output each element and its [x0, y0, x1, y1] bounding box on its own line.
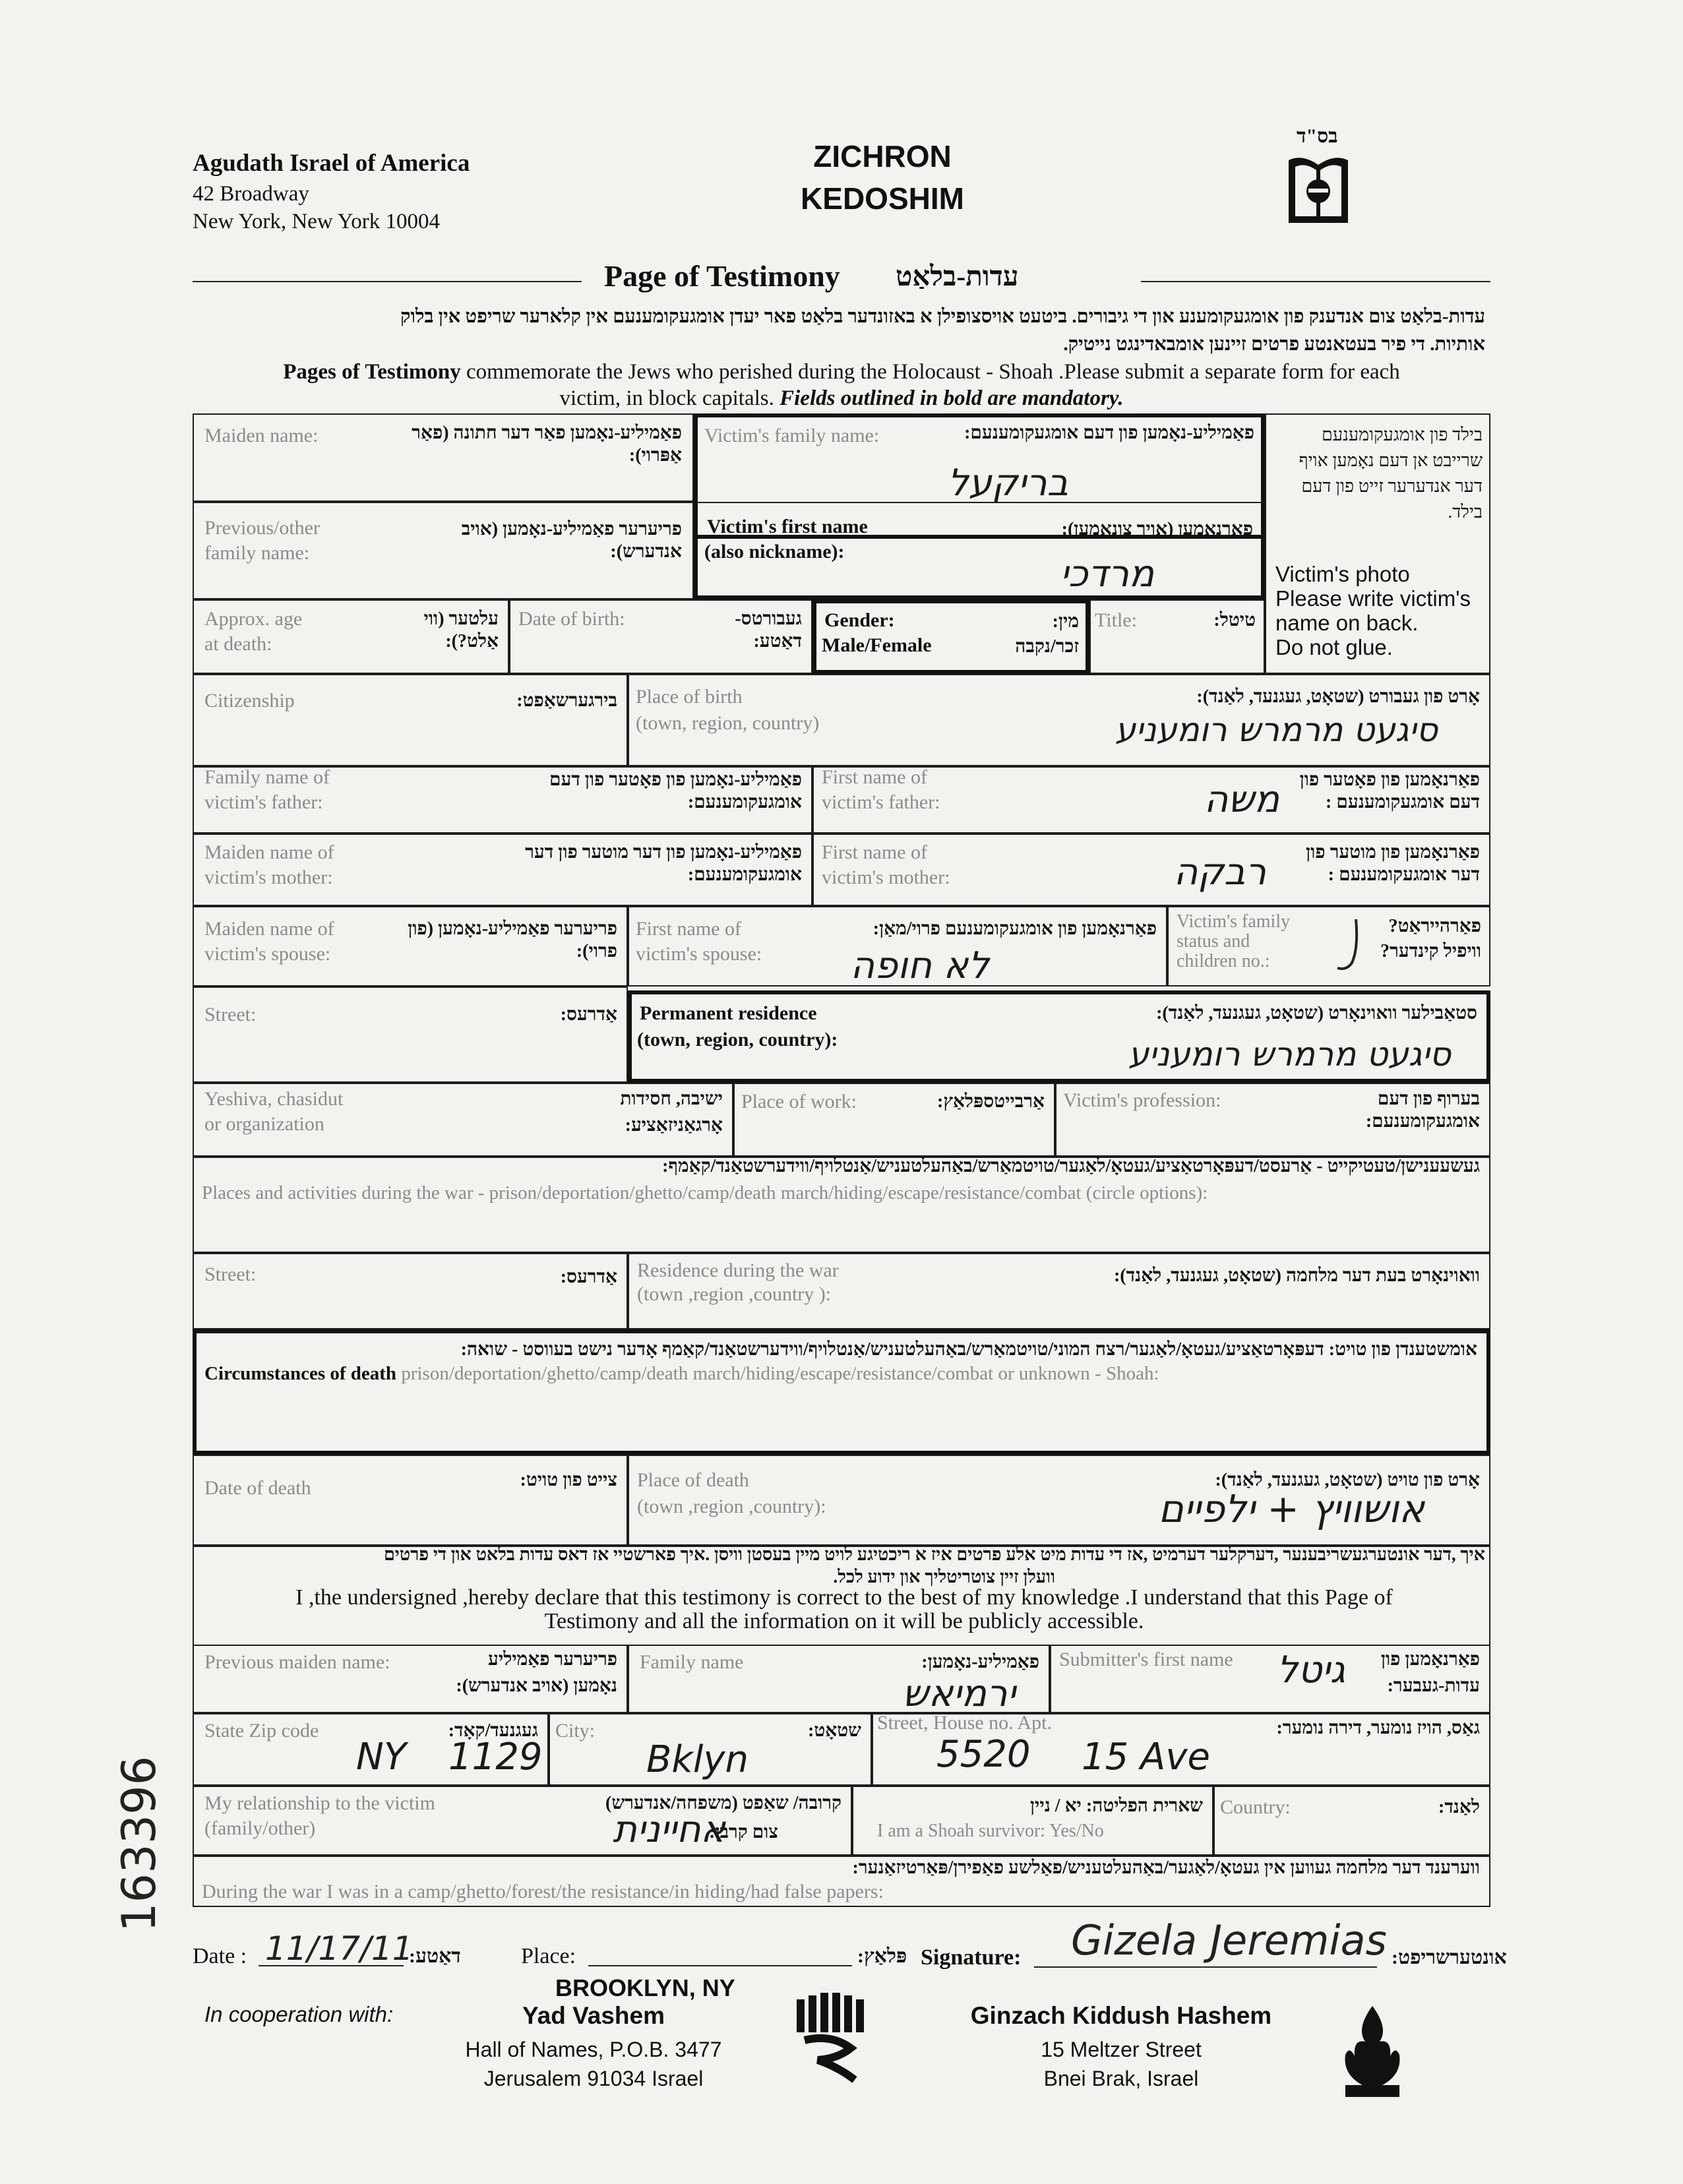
- war-street-label: Street:: [204, 1263, 257, 1285]
- signature-value: Gizela Jeremias: [1071, 1916, 1387, 1964]
- signature-label: Signature:: [921, 1945, 1022, 1970]
- title-rule-right: [1141, 281, 1490, 282]
- family-status-mark: [1332, 915, 1365, 975]
- spouse-first-name-label-2: victim's spouse:: [636, 943, 762, 965]
- victim-family-name-value: בריקעל: [947, 462, 1068, 504]
- family-status-label-1: Victim's family: [1177, 911, 1291, 932]
- declaration-hebrew-2: וועלן זיין צוטריטליך און ידוע לכל.: [833, 1567, 1055, 1587]
- circumstances-label: [204, 1362, 1159, 1385]
- war-activities-label-hebrew: געשעענישן/טעטיקייט - אַרעסט/דעפּאָרטאַציע/געטאָ/לאַגער/טויטמאַרש/באַהעלטעניש/אַנטלויף/ווידערשטאַנד/קאַמף:: [662, 1156, 1480, 1176]
- place-of-death-label-hebrew: אָרט פון טויט (שטאָט, געגנעד, לאַנד):: [1215, 1470, 1480, 1490]
- submitter-family-name-label: Family name: [640, 1651, 744, 1673]
- gender-label-2: Male/Female: [822, 634, 932, 656]
- cooperation-label: In cooperation with:: [204, 2002, 394, 2026]
- mother-maiden-name-label-hebrew: פאַמיליע-נאָמען פון דער מוטער פון דער אומגעקומענעם:: [525, 842, 802, 885]
- place-line: [588, 1965, 852, 1966]
- permanent-residence-value: סיגעט מרמרש רומעניע: [1128, 1035, 1451, 1074]
- spouse-first-name-label-1: First name of: [636, 918, 741, 940]
- submitter-street-value: 15 Ave: [1082, 1736, 1210, 1778]
- ginzach-address-1: 15 Meltzer Street: [1041, 2038, 1202, 2061]
- date-of-birth-label: Date of birth:: [518, 608, 625, 630]
- title-rule-left: [193, 281, 582, 282]
- submitter-first-name-hebrew-2: עדות-געבער:: [1387, 1676, 1480, 1696]
- place-stamp: BROOKLYN, NY: [555, 1974, 735, 2001]
- place-label: Place:: [521, 1944, 576, 1968]
- submitter-first-name-label: Submitter's first name: [1059, 1649, 1233, 1670]
- mother-first-name-label-1: First name of: [822, 841, 927, 863]
- place-of-death-value: אושוויץ + ילפיים: [1158, 1486, 1424, 1531]
- father-family-name-label-2: victim's father:: [204, 791, 323, 813]
- date-of-death-label: Date of death: [204, 1477, 311, 1499]
- photo-instruction-line-3: name on back.: [1275, 611, 1419, 635]
- gender-label-hebrew-1: מין:: [1052, 611, 1079, 632]
- submitter-family-name-label-hebrew: פאַמיליע-נאָמען:: [921, 1652, 1039, 1672]
- mother-first-name-label-2: victim's mother:: [822, 866, 950, 888]
- father-first-name-value: משה: [1204, 778, 1279, 821]
- family-status-label-3: children no.:: [1177, 951, 1270, 971]
- father-first-name-label-1: First name of: [822, 766, 927, 788]
- title-label: Title:: [1095, 609, 1137, 631]
- spouse-first-name-value: לא חופה: [850, 944, 989, 987]
- victim-first-name-value: מרדכי: [1060, 553, 1154, 595]
- submitter-city-label: City:: [555, 1720, 596, 1742]
- father-family-name-label-1: Family name of: [204, 766, 330, 788]
- place-label-hebrew: פּלאַץ:: [857, 1945, 907, 1967]
- war-residence-label-1: Residence during the war: [637, 1259, 839, 1281]
- zichron-kedoshim-logo: [1282, 150, 1355, 229]
- spouse-maiden-name-label-hebrew: פריערער פאַמיליע-נאָמען (פון פרוי):: [408, 919, 617, 961]
- intro-english-line-2: [193, 386, 1490, 411]
- ginzach-logo: [1336, 2002, 1409, 2101]
- page-of-testimony-title-hebrew: עדות-בלאַט: [896, 262, 1019, 292]
- yad-vashem-logo: [791, 1987, 871, 2086]
- mother-maiden-name-label-1: Maiden name of: [204, 841, 334, 863]
- yad-vashem-address-2: Jerusalem 91034 Israel: [483, 2067, 704, 2090]
- war-location-label-hebrew: ווערענד דער מלחמה געווען אין געטאָ/לאַגער/באַהעלטעניש/פאַלשע פאַפירן/פּאַרטיזאַנער:: [852, 1858, 1480, 1878]
- place-of-death-label-1: Place of death: [637, 1469, 749, 1491]
- mother-first-name-label-hebrew: פאַרנאָמען פון מוטער פון דער אומגעקומענעם :: [1306, 842, 1480, 885]
- place-of-birth-label-hebrew: אָרט פון געבורט (שטאָט, געגנעד, לאַנד):: [1196, 686, 1480, 707]
- photo-instruction-hebrew: בילד פון אומגעקומענעם שרייבט אן דעם נאָמען אויף דער אנדערער זייט פון דעם בילד.: [1299, 425, 1483, 522]
- relationship-label-hebrew-1: קרובה/ שאַפט (משפחה/אנדערש): [605, 1793, 842, 1813]
- photo-instruction-line-1: Victim's photo: [1275, 562, 1410, 586]
- submitter-street-label: Street, House no. Apt.: [877, 1712, 1052, 1734]
- permanent-residence-label-1: Permanent residence: [640, 1002, 817, 1024]
- photo-instruction: [1275, 562, 1486, 659]
- relationship-label-2: (family/other): [204, 1817, 316, 1839]
- victim-first-name-label-hebrew: פאַרנאָמען (אויך צונאָמען):: [1061, 519, 1253, 539]
- approx-age-label-hebrew: עלטער (ווי אַלט?):: [423, 609, 499, 652]
- maiden-name-label: Maiden name:: [204, 425, 319, 446]
- yeshiva-label-hebrew-2: אָרגאַניזאַציע:: [625, 1115, 723, 1136]
- gender-label-1: Gender:: [824, 609, 895, 631]
- mother-first-name-value: רבקה: [1173, 851, 1266, 894]
- father-first-name-label-2: victim's father:: [822, 791, 940, 813]
- signature-line: [1034, 1966, 1377, 1968]
- ginzach-address-2: Bnei Brak, Israel: [1043, 2067, 1199, 2090]
- spouse-first-name-label-hebrew: פאַרנאָמען פון אומגעקומענעם פרוי/מאַן:: [872, 919, 1157, 939]
- mandatory-note: Fields outlined in bold are mandatory.: [780, 386, 1124, 410]
- victim-first-name-label-2: (also nickname):: [704, 541, 845, 562]
- place-of-death-label-2: (town ,region ,country):: [637, 1496, 826, 1517]
- war-residence-label-2: (town ,region ,country ):: [637, 1283, 832, 1305]
- country-label-hebrew: לאַנד:: [1438, 1797, 1480, 1817]
- submitter-previous-name-hebrew-1: פריערער פאַמיליע: [488, 1649, 617, 1670]
- family-status-label-2: status and: [1177, 931, 1250, 952]
- previous-family-name-label-1: Previous/other: [204, 517, 320, 539]
- submitter-city-label-hebrew: שטאָט:: [808, 1720, 861, 1741]
- submitter-city-value: Bklyn: [646, 1738, 749, 1781]
- submitter-state-value: NY: [356, 1736, 407, 1778]
- title-label-hebrew: טיטל:: [1213, 610, 1256, 630]
- family-status-label-hebrew-2: וויפיל קינדער?: [1380, 941, 1481, 961]
- profession-label: Victim's profession:: [1063, 1089, 1221, 1111]
- place-of-birth-value: סיגעט מרמרש רומעניע: [1115, 711, 1438, 749]
- victim-family-name-label-hebrew: פאַמיליע-נאָמען פון דעם אומגעקומענעם:: [964, 423, 1254, 443]
- relationship-value: אחיינית: [613, 1808, 725, 1851]
- org-name: Agudath Israel of America: [193, 150, 470, 177]
- father-family-name-label-hebrew: פאַמיליע-נאָמען פון פאָטער פון דעם אומגעקומענעם:: [549, 770, 802, 812]
- street-field[interactable]: [193, 986, 628, 1083]
- place-of-work-label: Place of work:: [741, 1091, 857, 1112]
- place-of-birth-label-1: Place of birth: [636, 686, 743, 708]
- submitter-previous-name-hebrew-2: נאָמען (אויב אנדערש):: [456, 1676, 617, 1696]
- citizenship-field[interactable]: [193, 674, 628, 766]
- signature-label-hebrew: אונטערשריפט:: [1392, 1947, 1507, 1968]
- bsd-mark: בס"ד: [1297, 125, 1338, 147]
- war-residence-label-hebrew: וואוינאָרט בעת דער מלחמה (שטאָט, געגנעד, לאַנד):: [1113, 1265, 1480, 1286]
- ginzach-name: Ginzach Kiddush Hashem: [970, 2002, 1272, 2029]
- date-of-death-label-hebrew: צייט פון טויט:: [520, 1470, 617, 1490]
- war-street-field[interactable]: [193, 1253, 628, 1329]
- previous-family-name-label-2: family name:: [204, 542, 310, 564]
- family-status-label-hebrew-1: פאַרהייראַט?: [1388, 916, 1481, 936]
- submitter-state-zip-label-hebrew: געגנעד/קאָד:: [448, 1720, 538, 1741]
- side-handwritten-number: 163396: [112, 1755, 166, 1932]
- intro-text: commemorate the Jews who perished during the Holocaust - Shoah .Please submit a separate form for each: [460, 360, 1400, 384]
- profession-label-hebrew: בערוף פון דעם אומגעקומענעם:: [1365, 1089, 1480, 1132]
- declaration-english-2: Testimony and all the information on it will be publicly accessible.: [544, 1609, 1144, 1633]
- intro-text-2: victim, in block capitals.: [559, 386, 780, 410]
- photo-instruction-line-4: Do not glue.: [1275, 635, 1393, 659]
- street-label-hebrew: אַדרעס:: [560, 1004, 617, 1025]
- date-value: 11/17/11: [265, 1929, 413, 1968]
- relationship-label-1: My relationship to the victim: [204, 1792, 435, 1814]
- previous-family-name-label-hebrew: פריערער פאַמיליע-נאָמען (אויב אנדערש):: [461, 519, 682, 562]
- maiden-name-label-hebrew: פאַמיליע-נאָמען פאַר דער חתונה (פאַר אַפּרוי):: [412, 423, 682, 466]
- mother-maiden-name-label-2: victim's mother:: [204, 866, 333, 888]
- intro-bold-term: Pages of Testimony: [283, 360, 461, 384]
- declaration-english-1: I ,the undersigned ,hereby declare that this testimony is correct to the best of my knowledge .I understand that this Page of: [295, 1585, 1393, 1610]
- permanent-residence-label-2: (town, region, country):: [637, 1029, 838, 1050]
- circumstances-label-bold: Circumstances of death: [204, 1363, 397, 1384]
- yeshiva-label-1: Yeshiva, chasidut: [204, 1088, 344, 1110]
- date-of-birth-label-hebrew: געבורטס- דאַטע:: [735, 609, 802, 652]
- date-label: Date :: [193, 1944, 247, 1968]
- street-label: Street:: [204, 1004, 257, 1025]
- submitter-zip-value: 1129: [448, 1736, 543, 1778]
- date-of-death-field[interactable]: [193, 1455, 628, 1546]
- spouse-maiden-name-label-2: victim's spouse:: [204, 943, 331, 965]
- relationship-label-hebrew-2: צום קרבן:: [709, 1822, 778, 1842]
- place-of-work-label-hebrew: אַרבייטספּלאַץ:: [937, 1091, 1045, 1112]
- father-first-name-label-hebrew: פאַרנאָמען פון פאָטער פון דעם אומגעקומענעם :: [1299, 770, 1480, 812]
- circumstances-label-rest: prison/deportation/ghetto/camp/death march/hiding/escape/resistance/combat or unknown - Shoah:: [396, 1363, 1159, 1384]
- yad-vashem-address-1: Hall of Names, P.O.B. 3477: [465, 2038, 722, 2061]
- declaration-hebrew-1: איך ,דער אונטערגעשריבענער ,דערקלער דערמיט ,אז די עדות מיט אלע פרטים איז א ריכטיגע לויט מיין בעסטן וויסן .איך פארשטיי אז דאס עדות בלאט און די פרטים: [383, 1544, 1485, 1564]
- org-address-line-2: New York, New York 10004: [193, 210, 440, 233]
- citizenship-label-hebrew: בירגערשאַפט:: [516, 690, 617, 711]
- intro-hebrew-line-2: אותיות. די פיר בעטאנטע פרטים זיינען אומבאדינגט נייטיק.: [1063, 334, 1485, 355]
- victim-family-name-label: Victim's family name:: [704, 425, 880, 446]
- yeshiva-label-hebrew-1: ישיבה, חסידות: [620, 1089, 723, 1109]
- submitter-first-name-hebrew-1: פאַרנאָמען פון: [1380, 1649, 1480, 1670]
- submitter-first-name-value: גיטל: [1277, 1649, 1345, 1691]
- war-location-label: During the war I was in a camp/ghetto/forest/the resistance/in hiding/had false papers:: [202, 1881, 884, 1902]
- org-address-line-1: 42 Broadway: [193, 182, 309, 206]
- date-label-hebrew: דאַטע:: [409, 1945, 461, 1967]
- submitter-street-label-hebrew: גאַס, הויז נומער, דירה נומער:: [1276, 1718, 1480, 1738]
- circumstances-label-hebrew: אומשטענדן פון טויט: דעפּאָרטאַציע/געטאָ/לאַגער/רצח המוני/טויטמאַרש/באַהעלטעניש/אַנטלויף/ווידערשטאַנד/קאַמף אָדער נישט בעווסט - שואה:: [460, 1339, 1477, 1360]
- page-of-testimony-title: Page of Testimony: [604, 259, 840, 293]
- approx-age-label-1: Approx. age: [204, 608, 303, 630]
- victim-first-name-label-1: Victim's first name: [707, 516, 868, 537]
- approx-age-label-2: at death:: [204, 633, 272, 655]
- yeshiva-label-2: or organization: [204, 1113, 324, 1135]
- form-title-line-1: ZICHRON: [813, 139, 952, 173]
- survivor-label: I am a Shoah survivor: Yes/No: [877, 1821, 1104, 1841]
- submitter-state-zip-label: State Zip code: [204, 1720, 319, 1742]
- submitter-previous-name-label: Previous maiden name:: [204, 1651, 390, 1673]
- intro-hebrew-line-1: עדות-בלאַט צום אנדענק פון אומגעקומענע און די גיבורים. ביטעט אויסצופילן א באזונדער בלאַט פאר יעדן אומגעקומענעם אין קלארער שריפט אין בלוק: [400, 306, 1485, 327]
- survivor-label-hebrew: שארית הפליטה: יא / ניין: [1029, 1796, 1203, 1816]
- citizenship-label: Citizenship: [204, 690, 295, 712]
- form-title-line-2: KEDOSHIM: [801, 181, 964, 216]
- photo-instruction-line-2: Please write victim's: [1275, 586, 1471, 611]
- submitter-house-number-value: 5520: [936, 1733, 1031, 1776]
- submitter-family-name-value: ירמיאש: [902, 1672, 1016, 1715]
- war-street-label-hebrew: אַדרעס:: [560, 1267, 617, 1287]
- place-of-birth-label-2: (town, region, country): [636, 712, 820, 734]
- gender-label-hebrew-2: זכר/נקבה: [1015, 636, 1079, 657]
- permanent-residence-label-hebrew: סטאַבילער וואוינאָרט (שטאָט, געגנעד, לאַנד):: [1156, 1003, 1477, 1023]
- intro-english-line-1: [193, 360, 1490, 384]
- spouse-maiden-name-label-1: Maiden name of: [204, 918, 334, 940]
- yad-vashem-name: Yad Vashem: [522, 2002, 665, 2029]
- country-label: Country:: [1220, 1796, 1291, 1818]
- war-activities-label: Places and activities during the war - prison/deportation/ghetto/camp/death march/hiding/escape/resistance/combat (circle options):: [202, 1182, 1208, 1203]
